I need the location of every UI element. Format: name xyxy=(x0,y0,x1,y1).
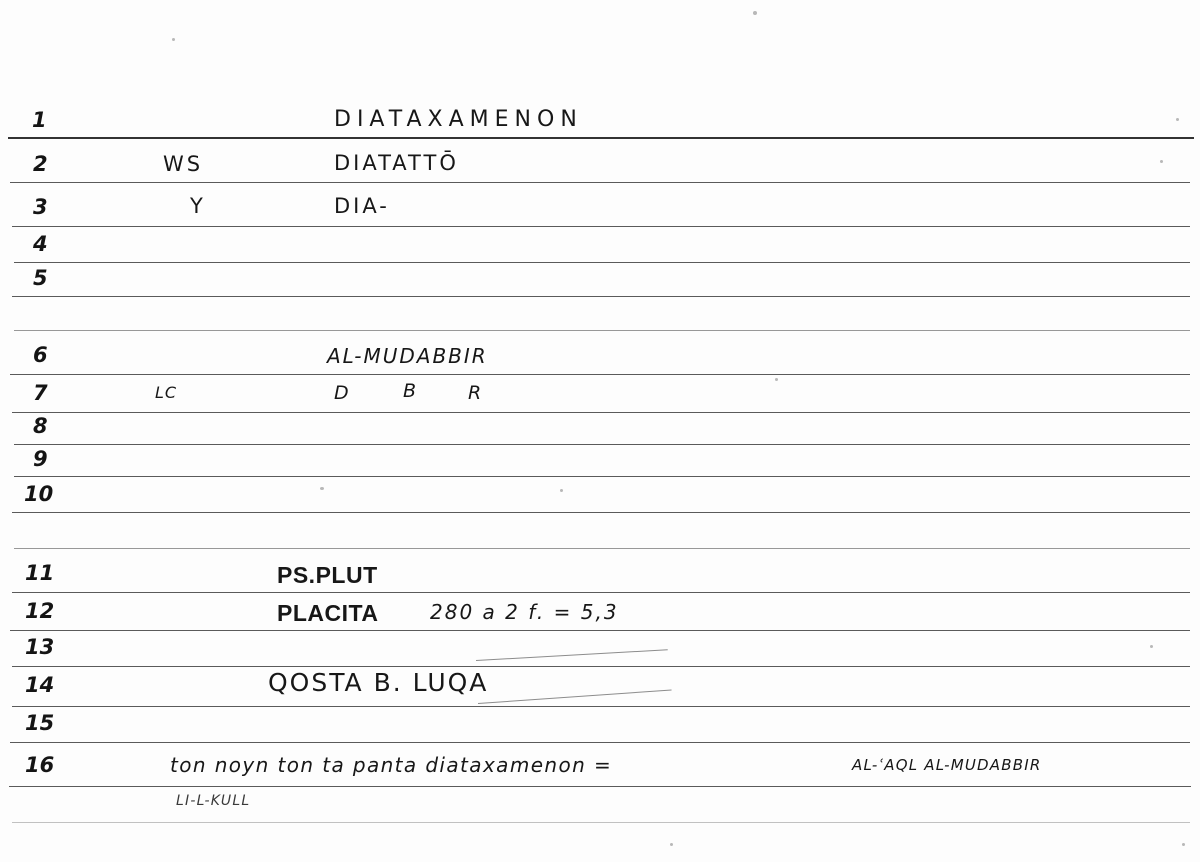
rule-line-8 xyxy=(14,444,1190,445)
rule-line-5 xyxy=(12,296,1190,297)
line3-tag-y: Y xyxy=(190,194,206,218)
line6-text-al-mudabbir: AL-MUDABBIR xyxy=(327,344,488,368)
scan-speck-7 xyxy=(560,489,563,492)
line-number-7: 7 xyxy=(33,381,48,405)
scan-speck-10 xyxy=(670,843,673,846)
line7-tag-lc: LC xyxy=(155,383,178,402)
scan-speck-4 xyxy=(1160,160,1163,163)
scan-speck-2 xyxy=(753,11,757,15)
rule-line-5b xyxy=(14,330,1190,331)
rule-line-15 xyxy=(10,742,1190,743)
line-number-8: 8 xyxy=(33,414,48,438)
rule-line-14 xyxy=(12,706,1190,707)
rule-line-2 xyxy=(10,182,1190,183)
line-number-2: 2 xyxy=(33,152,48,176)
line-number-9: 9 xyxy=(33,447,48,471)
line17-arabic-text: LI-L-KULL xyxy=(176,793,251,809)
line16-arabic-text: AL-ʿAQL AL-MUDABBIR xyxy=(852,756,1042,774)
line-number-5: 5 xyxy=(33,266,48,290)
rule-line-6 xyxy=(10,374,1190,375)
line-number-1: 1 xyxy=(32,108,47,132)
pencil-stroke-lower xyxy=(478,689,672,704)
line12-stamp-placita: PLACITA xyxy=(277,600,379,626)
line-number-14: 14 xyxy=(25,673,55,697)
line-number-6: 6 xyxy=(33,343,48,367)
line7-letter-d: D xyxy=(334,382,350,404)
rule-line-12 xyxy=(10,630,1190,631)
rule-line-7 xyxy=(12,412,1190,413)
line11-stamp-ps-plut: PS.PLUT xyxy=(277,562,378,588)
rule-line-11 xyxy=(12,592,1190,593)
scan-speck-9 xyxy=(1182,843,1185,846)
scan-speck-5 xyxy=(775,378,778,381)
line-number-4: 4 xyxy=(33,232,48,256)
rule-line-3 xyxy=(12,226,1190,227)
line-number-15: 15 xyxy=(25,711,55,735)
rule-line-10b xyxy=(14,548,1190,549)
scan-speck-3 xyxy=(1176,118,1179,121)
line2-tag-ws: WS xyxy=(163,152,204,176)
line-number-3: 3 xyxy=(33,195,48,219)
card-left-edge xyxy=(0,0,3,862)
line2-text-diatatto: DIATATTŌ xyxy=(334,151,459,175)
line-number-10: 10 xyxy=(24,482,54,506)
line7-letter-b: B xyxy=(403,380,417,402)
rule-line-13 xyxy=(12,666,1190,667)
line-number-11: 11 xyxy=(25,561,55,585)
rule-line-16 xyxy=(9,786,1191,787)
rule-line-9 xyxy=(14,476,1190,477)
rule-line-10 xyxy=(12,512,1190,513)
line7-letter-r: R xyxy=(468,382,482,404)
line-number-12: 12 xyxy=(25,599,55,623)
pencil-stroke-upper xyxy=(476,649,668,661)
line-number-13: 13 xyxy=(25,635,55,659)
line12-reference: 280 a 2 f. = 5,3 xyxy=(430,600,619,624)
rule-line-1 xyxy=(8,137,1194,139)
line14-author-qosta-b-luqa: QOSTA B. LUQA xyxy=(268,668,489,697)
rule-line-17 xyxy=(12,822,1190,823)
headword-diataxamenon: DIATAXAMENON xyxy=(334,107,583,132)
scan-speck-8 xyxy=(1150,645,1153,648)
scan-speck-1 xyxy=(172,38,175,41)
rule-line-4 xyxy=(14,262,1190,263)
line16-greek-text: ton noyn ton ta panta diataxamenon = xyxy=(170,753,613,777)
line-number-16: 16 xyxy=(25,753,55,777)
scan-speck-6 xyxy=(320,487,324,490)
line3-text-dia: DIA- xyxy=(334,194,390,218)
